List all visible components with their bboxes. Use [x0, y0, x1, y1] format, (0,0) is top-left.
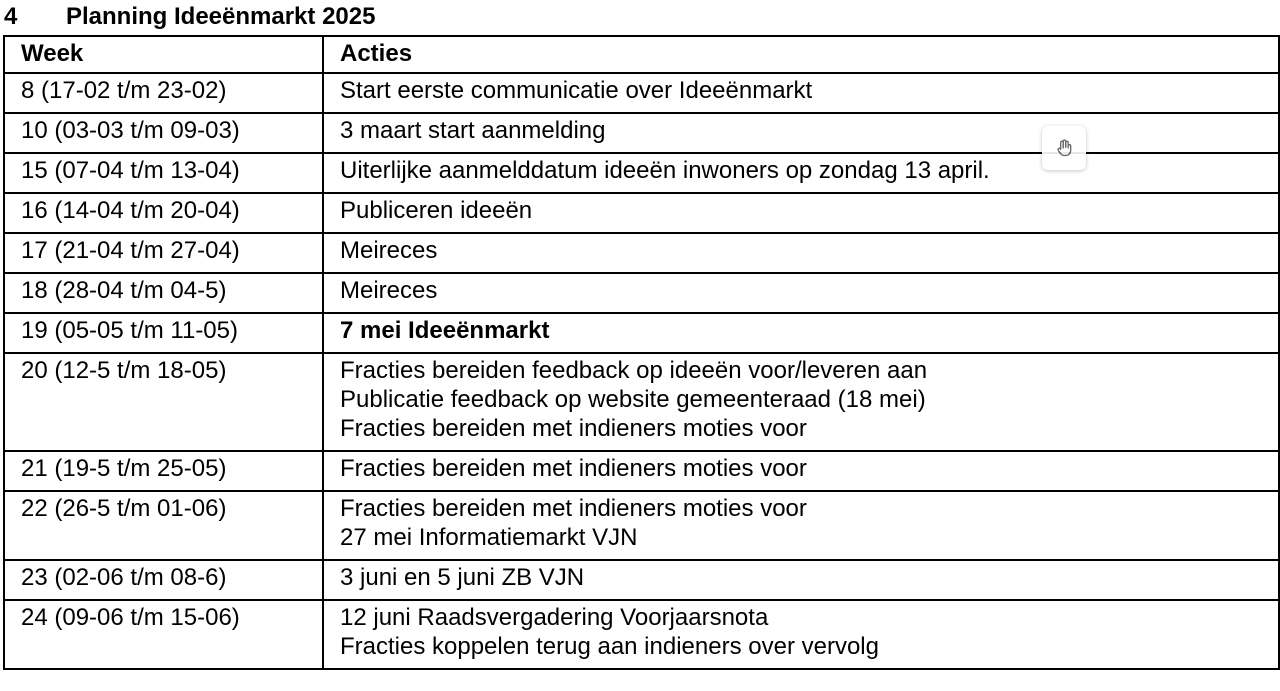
- table-header-row: [4, 36, 1279, 73]
- actions-cell: [323, 600, 1279, 669]
- actions-cell: [323, 233, 1279, 273]
- section-heading: [4, 2, 375, 32]
- table-row: [4, 313, 1279, 353]
- action-line: 3 maart start aanmelding: [340, 117, 606, 144]
- column-header-week: Week: [4, 36, 323, 73]
- action-line: 27 mei Informatiemarkt VJN: [340, 524, 638, 551]
- pan-tool-button[interactable]: [1042, 126, 1086, 170]
- action-line: Fracties bereiden met indieners moties voor: [340, 495, 807, 522]
- hand-pointer-icon: [1054, 138, 1074, 158]
- table-row: [4, 153, 1279, 193]
- week-cell: 22 (26-5 t/m 01-06): [4, 491, 323, 560]
- week-cell: 20 (12-5 t/m 18-05): [4, 353, 323, 451]
- action-line: 3 juni en 5 juni ZB VJN: [340, 564, 585, 591]
- action-line: 12 juni Raadsvergadering Voorjaarsnota: [340, 604, 769, 631]
- table-row: [4, 113, 1279, 153]
- week-cell: 18 (28-04 t/m 04-5): [4, 273, 323, 313]
- actions-cell: [323, 113, 1279, 153]
- section-title: Planning Ideeënmarkt 2025: [66, 3, 376, 30]
- table-row: [4, 560, 1279, 600]
- week-cell: 8 (17-02 t/m 23-02): [4, 73, 323, 113]
- actions-cell: [323, 153, 1279, 193]
- actions-cell: [323, 353, 1279, 451]
- action-line: Fracties bereiden feedback op ideeën voor/leveren aan: [340, 357, 928, 384]
- table-row: [4, 600, 1279, 669]
- week-cell: 17 (21-04 t/m 27-04): [4, 233, 323, 273]
- table-row: [4, 273, 1279, 313]
- action-line: Meireces: [340, 237, 438, 264]
- week-cell: 15 (07-04 t/m 13-04): [4, 153, 323, 193]
- table-row: [4, 73, 1279, 113]
- action-line: Fracties bereiden met indieners moties voor: [340, 455, 807, 482]
- actions-cell: [323, 491, 1279, 560]
- actions-cell: [323, 313, 1279, 353]
- action-line: Publiceren ideeën: [340, 197, 533, 224]
- table-row: [4, 491, 1279, 560]
- section-number: 4: [4, 3, 18, 30]
- action-line: Uiterlijke aanmelddatum ideeën inwoners op zondag 13 april.: [340, 157, 990, 184]
- action-line: Start eerste communicatie over Ideeënmarkt: [340, 77, 813, 104]
- week-cell: 24 (09-06 t/m 15-06): [4, 600, 323, 669]
- column-header-acties: Acties: [323, 36, 1279, 73]
- action-line: Publicatie feedback op website gemeenteraad (18 mei): [340, 386, 926, 413]
- table-row: [4, 233, 1279, 273]
- action-line: Fracties koppelen terug aan indieners over vervolg: [340, 633, 879, 660]
- week-cell: 21 (19-5 t/m 25-05): [4, 451, 323, 491]
- actions-cell: [323, 73, 1279, 113]
- week-cell: 16 (14-04 t/m 20-04): [4, 193, 323, 233]
- week-cell: 10 (03-03 t/m 09-03): [4, 113, 323, 153]
- planning-table: [3, 35, 1280, 670]
- actions-cell: [323, 273, 1279, 313]
- table-row: [4, 353, 1279, 451]
- actions-cell: [323, 193, 1279, 233]
- action-line-highlight: 7 mei Ideeënmarkt: [340, 317, 550, 344]
- table-row: [4, 193, 1279, 233]
- actions-cell: [323, 560, 1279, 600]
- action-line: Fracties bereiden met indieners moties voor: [340, 415, 807, 442]
- actions-cell: [323, 451, 1279, 491]
- week-cell: 23 (02-06 t/m 08-6): [4, 560, 323, 600]
- week-cell: 19 (05-05 t/m 11-05): [4, 313, 323, 353]
- table-row: [4, 451, 1279, 491]
- action-line: Meireces: [340, 277, 438, 304]
